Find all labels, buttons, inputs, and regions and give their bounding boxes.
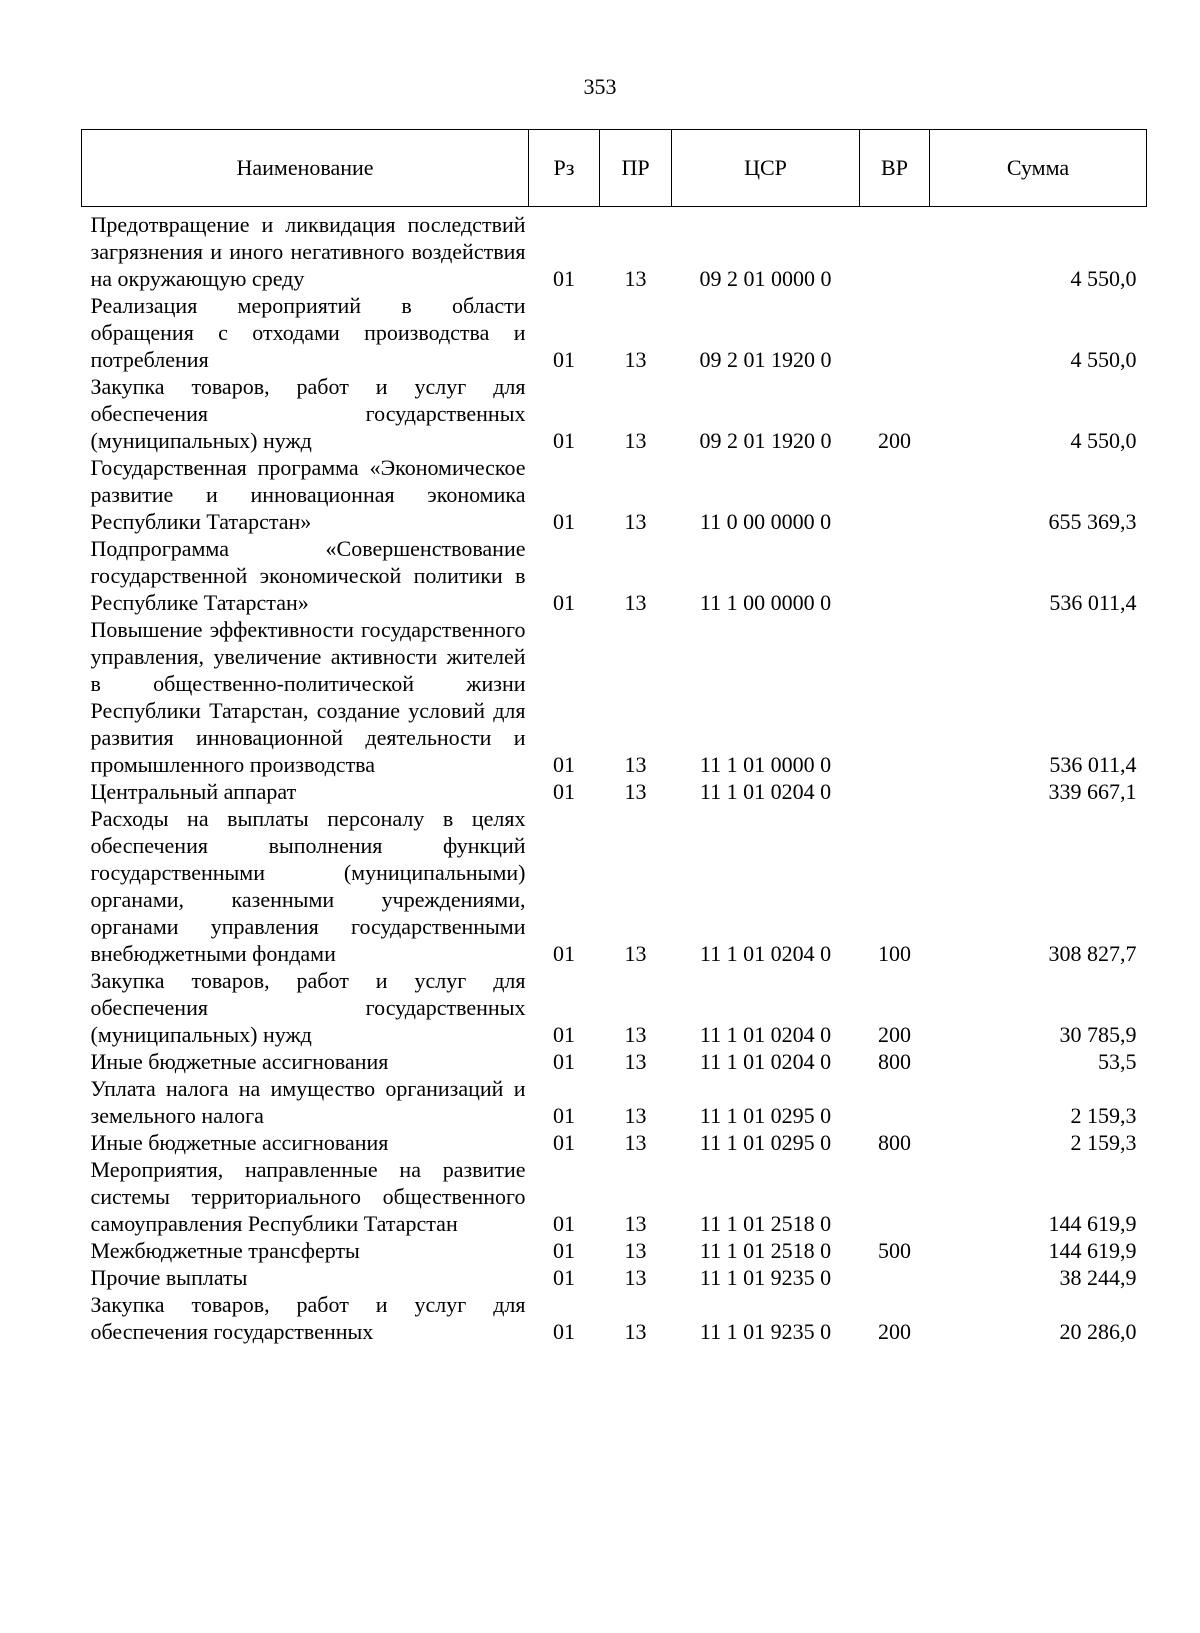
cell-pr: 13: [624, 752, 647, 777]
cell-vr: [860, 1075, 930, 1129]
cell-csr: 09 2 01 1920 0: [699, 428, 832, 453]
cell-csr: 11 1 01 0000 0: [699, 752, 832, 777]
cell-csr: 11 1 01 0204 0: [699, 941, 832, 966]
cell-name: Иные бюджетные ассигнования: [90, 1049, 389, 1074]
table-row: [82, 1156, 1147, 1237]
cell-vr: [860, 1264, 930, 1291]
header-name: Наименование: [82, 130, 529, 207]
cell-csr: 11 0 00 0000 0: [699, 509, 832, 534]
cell-name: Предотвращение и ликвидация последствий загрязнения и иного негативного воздействия на окружающую среду: [90, 212, 526, 291]
cell-name: Реализация мероприятий в области обращения с отходами производства и потребления: [90, 293, 526, 372]
cell-sum: 4 550,0: [1070, 347, 1137, 372]
cell-rz: 01: [553, 1211, 575, 1236]
table-row: [82, 373, 1147, 454]
cell-vr: [860, 454, 930, 535]
cell-name: Закупка товаров, работ и услуг для обеспечения государственных (муниципальных) нужд: [90, 968, 526, 1047]
table-row: [82, 207, 1147, 293]
cell-vr: 800: [878, 1130, 911, 1155]
cell-csr: 09 2 01 0000 0: [699, 266, 832, 291]
cell-name: Подпрограмма «Совершенствование государственной экономической политики в Республике Татарстан»: [90, 536, 526, 615]
table-row: [82, 535, 1147, 616]
cell-vr: [860, 292, 930, 373]
cell-name: Иные бюджетные ассигнования: [90, 1130, 389, 1155]
table-row: [82, 1129, 1147, 1156]
cell-sum: 20 286,0: [1059, 1319, 1137, 1344]
cell-rz: 01: [553, 347, 575, 372]
cell-pr: 13: [624, 347, 647, 372]
header-sum: Сумма: [930, 130, 1147, 207]
cell-name: Межбюджетные трансферты: [90, 1238, 360, 1263]
cell-name: Центральный аппарат: [90, 779, 297, 804]
cell-rz: 01: [553, 752, 575, 777]
cell-vr: 100: [878, 941, 911, 966]
cell-sum: 2 159,3: [1070, 1103, 1137, 1128]
cell-csr: 11 1 01 2518 0: [699, 1211, 832, 1236]
cell-vr: [860, 535, 930, 616]
cell-name: Государственная программа «Экономическое развитие и инновационная экономика Республики Татарстан»: [90, 455, 526, 534]
table-row: [82, 1237, 1147, 1264]
table-row: [82, 805, 1147, 967]
cell-rz: 01: [553, 1130, 575, 1155]
cell-name: Уплата налога на имущество организаций и земельного налога: [90, 1076, 526, 1128]
cell-csr: 11 1 01 2518 0: [699, 1238, 832, 1263]
cell-name: Расходы на выплаты персоналу в целях обеспечения выполнения функций государственными (муниципальными) органами, казенными учреждениями, органами управления государственными внебюджетными фондами: [90, 806, 526, 966]
cell-pr: 13: [624, 428, 647, 453]
cell-rz: 01: [553, 266, 575, 291]
cell-sum: 339 667,1: [1048, 779, 1137, 804]
table-body: [82, 207, 1147, 1346]
cell-rz: 01: [553, 1238, 575, 1263]
table-row: [82, 1048, 1147, 1075]
table-row: [82, 454, 1147, 535]
cell-csr: 11 1 01 0295 0: [699, 1130, 832, 1155]
cell-name: Повышение эффективности государственного управления, увеличение активности жителей в общественно-политической жизни Республики Татарстан, создание условий для развития инновационной деятельности и промышленного производства: [90, 617, 526, 777]
cell-csr: 11 1 01 0204 0: [699, 1049, 832, 1074]
table-row: [82, 1075, 1147, 1129]
cell-pr: 13: [624, 1022, 647, 1047]
table-row: [82, 1264, 1147, 1291]
cell-rz: 01: [553, 1103, 575, 1128]
cell-rz: 01: [553, 1022, 575, 1047]
cell-csr: 11 1 01 0204 0: [699, 779, 832, 804]
cell-sum: 144 619,9: [1048, 1238, 1137, 1263]
header-pr: ПР: [600, 130, 672, 207]
cell-sum: 38 244,9: [1059, 1265, 1137, 1290]
cell-csr: 11 1 01 9235 0: [699, 1265, 832, 1290]
cell-vr: 200: [878, 428, 911, 453]
cell-rz: 01: [553, 1049, 575, 1074]
cell-rz: 01: [553, 428, 575, 453]
cell-sum: 536 011,4: [1049, 590, 1137, 615]
cell-pr: 13: [624, 779, 647, 804]
cell-csr: 11 1 01 0295 0: [699, 1103, 832, 1128]
table-row: [82, 616, 1147, 778]
cell-rz: 01: [553, 1319, 575, 1344]
cell-vr: [860, 207, 930, 293]
table-header: [82, 130, 1147, 207]
header-rz: Рз: [529, 130, 600, 207]
cell-pr: 13: [624, 1049, 647, 1074]
cell-rz: 01: [553, 941, 575, 966]
cell-name: Закупка товаров, работ и услуг для обеспечения государственных (муниципальных) нужд: [90, 374, 526, 453]
page-number: 353: [583, 74, 617, 99]
table-row: [82, 778, 1147, 805]
cell-pr: 13: [624, 266, 647, 291]
cell-rz: 01: [553, 779, 575, 804]
cell-sum: 4 550,0: [1070, 266, 1137, 291]
cell-sum: 4 550,0: [1070, 428, 1137, 453]
cell-name: Закупка товаров, работ и услуг для обеспечения государственных: [90, 1292, 526, 1344]
table-row: [82, 967, 1147, 1048]
cell-rz: 01: [553, 509, 575, 534]
cell-sum: 53,5: [1098, 1049, 1137, 1074]
cell-pr: 13: [624, 1238, 647, 1263]
cell-csr: 09 2 01 1920 0: [699, 347, 832, 372]
cell-name: Прочие выплаты: [90, 1265, 248, 1290]
header-vr: ВР: [860, 130, 930, 207]
cell-sum: 30 785,9: [1059, 1022, 1137, 1047]
cell-pr: 13: [624, 590, 647, 615]
budget-table: [81, 129, 1147, 1345]
cell-pr: 13: [624, 509, 647, 534]
cell-sum: 144 619,9: [1048, 1211, 1137, 1236]
cell-csr: 11 1 00 0000 0: [699, 590, 832, 615]
cell-sum: 655 369,3: [1048, 509, 1137, 534]
cell-vr: [860, 778, 930, 805]
cell-vr: 200: [878, 1319, 911, 1344]
cell-sum: 2 159,3: [1070, 1130, 1137, 1155]
table-row: [82, 1291, 1147, 1345]
cell-vr: 200: [878, 1022, 911, 1047]
cell-csr: 11 1 01 0204 0: [699, 1022, 832, 1047]
cell-rz: 01: [553, 1265, 575, 1290]
cell-pr: 13: [624, 1103, 647, 1128]
cell-pr: 13: [624, 1211, 647, 1236]
cell-sum: 536 011,4: [1049, 752, 1137, 777]
cell-csr: 11 1 01 9235 0: [699, 1319, 832, 1344]
cell-vr: 500: [878, 1238, 911, 1263]
cell-vr: 800: [878, 1049, 911, 1074]
cell-pr: 13: [624, 941, 647, 966]
table-row: [82, 292, 1147, 373]
cell-name: Мероприятия, направленные на развитие системы территориального общественного самоуправления Республики Татарстан: [90, 1157, 526, 1236]
cell-pr: 13: [624, 1319, 647, 1344]
cell-pr: 13: [624, 1265, 647, 1290]
cell-vr: [860, 1156, 930, 1237]
cell-pr: 13: [624, 1130, 647, 1155]
header-csr: ЦСР: [672, 130, 860, 207]
cell-sum: 308 827,7: [1048, 941, 1137, 966]
cell-vr: [860, 616, 930, 778]
cell-rz: 01: [553, 590, 575, 615]
